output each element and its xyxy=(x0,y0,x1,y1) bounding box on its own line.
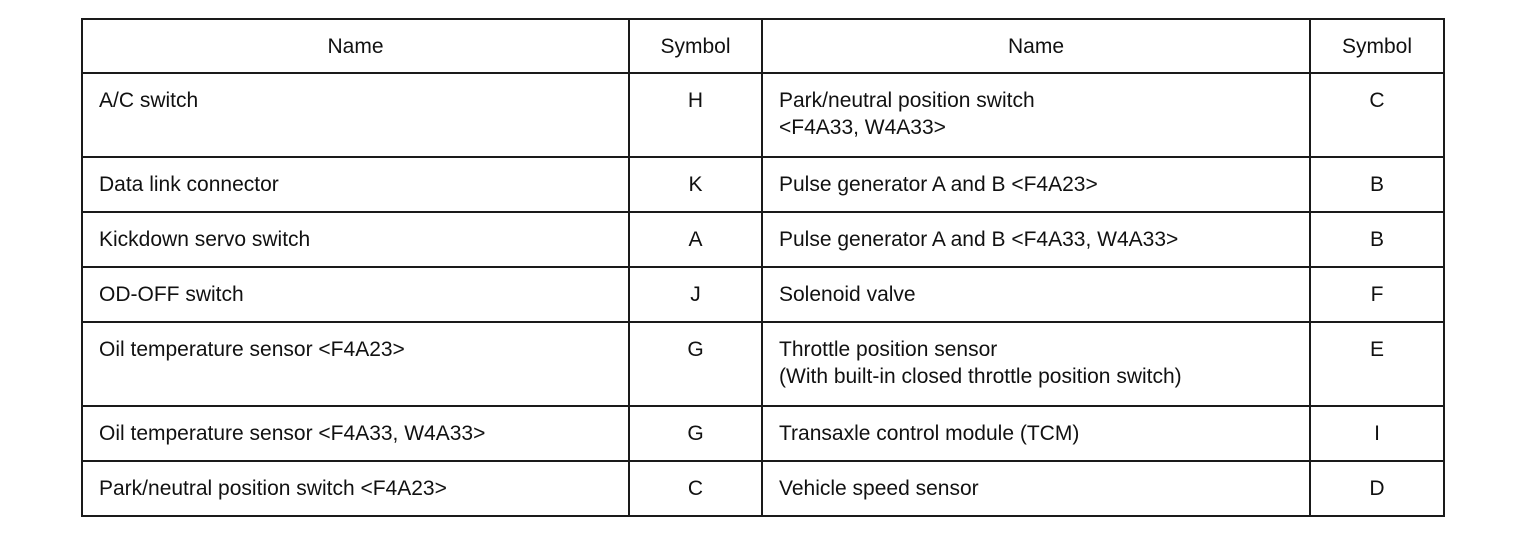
table-row xyxy=(82,157,1444,212)
row-right-symbol: B xyxy=(1310,157,1444,212)
cell-text: A/C switch xyxy=(99,89,199,112)
header-symbol-right: Symbol xyxy=(1310,19,1444,73)
row-right-symbol: E xyxy=(1310,322,1444,406)
row-left-name xyxy=(82,157,629,212)
row-left-symbol: A xyxy=(629,212,762,267)
table-header-row xyxy=(82,19,1444,73)
table-row xyxy=(82,212,1444,267)
cell-text: Pulse generator A and B <F4A23> xyxy=(779,173,1098,196)
row-right-name xyxy=(762,73,1310,157)
header-name-right: Name xyxy=(762,19,1310,73)
cell-text: Pulse generator A and B <F4A33, W4A33> xyxy=(779,228,1179,251)
row-left-name xyxy=(82,406,629,461)
table-row xyxy=(82,461,1444,516)
component-symbol-table xyxy=(81,18,1445,517)
row-right-name xyxy=(762,267,1310,322)
row-left-symbol: K xyxy=(629,157,762,212)
table-row xyxy=(82,322,1444,406)
row-left-name xyxy=(82,73,629,157)
cell-text: Oil temperature sensor <F4A33, W4A33> xyxy=(99,422,486,445)
row-left-name xyxy=(82,322,629,406)
row-left-symbol: G xyxy=(629,406,762,461)
cell-text: Kickdown servo switch xyxy=(99,228,311,251)
cell-text: Oil temperature sensor <F4A23> xyxy=(99,338,405,361)
cell-text: Throttle position sensor xyxy=(779,338,998,361)
cell-text: Transaxle control module (TCM) xyxy=(779,422,1080,445)
row-right-name xyxy=(762,322,1310,406)
row-right-symbol: I xyxy=(1310,406,1444,461)
row-left-symbol: G xyxy=(629,322,762,406)
row-right-symbol: D xyxy=(1310,461,1444,516)
cell-text: (With built-in closed throttle position switch) xyxy=(779,365,1182,388)
row-left-name xyxy=(82,267,629,322)
row-left-name xyxy=(82,212,629,267)
row-left-symbol: C xyxy=(629,461,762,516)
cell-text: <F4A33, W4A33> xyxy=(779,116,946,139)
cell-text: Solenoid valve xyxy=(779,283,916,306)
row-right-name xyxy=(762,212,1310,267)
row-right-name xyxy=(762,406,1310,461)
row-right-name xyxy=(762,461,1310,516)
row-left-name xyxy=(82,461,629,516)
cell-text: Data link connector xyxy=(99,173,279,196)
row-right-symbol: F xyxy=(1310,267,1444,322)
row-right-symbol: C xyxy=(1310,73,1444,157)
table-row xyxy=(82,267,1444,322)
table-row xyxy=(82,73,1444,157)
cell-text: Park/neutral position switch <F4A23> xyxy=(99,477,447,500)
row-left-symbol: H xyxy=(629,73,762,157)
header-symbol-left: Symbol xyxy=(629,19,762,73)
component-table-container xyxy=(81,18,1443,517)
cell-text: OD-OFF switch xyxy=(99,283,244,306)
row-right-symbol: B xyxy=(1310,212,1444,267)
header-name-left: Name xyxy=(82,19,629,73)
table-row xyxy=(82,406,1444,461)
row-right-name xyxy=(762,157,1310,212)
cell-text: Vehicle speed sensor xyxy=(779,477,979,500)
cell-text: Park/neutral position switch xyxy=(779,89,1035,112)
row-left-symbol: J xyxy=(629,267,762,322)
